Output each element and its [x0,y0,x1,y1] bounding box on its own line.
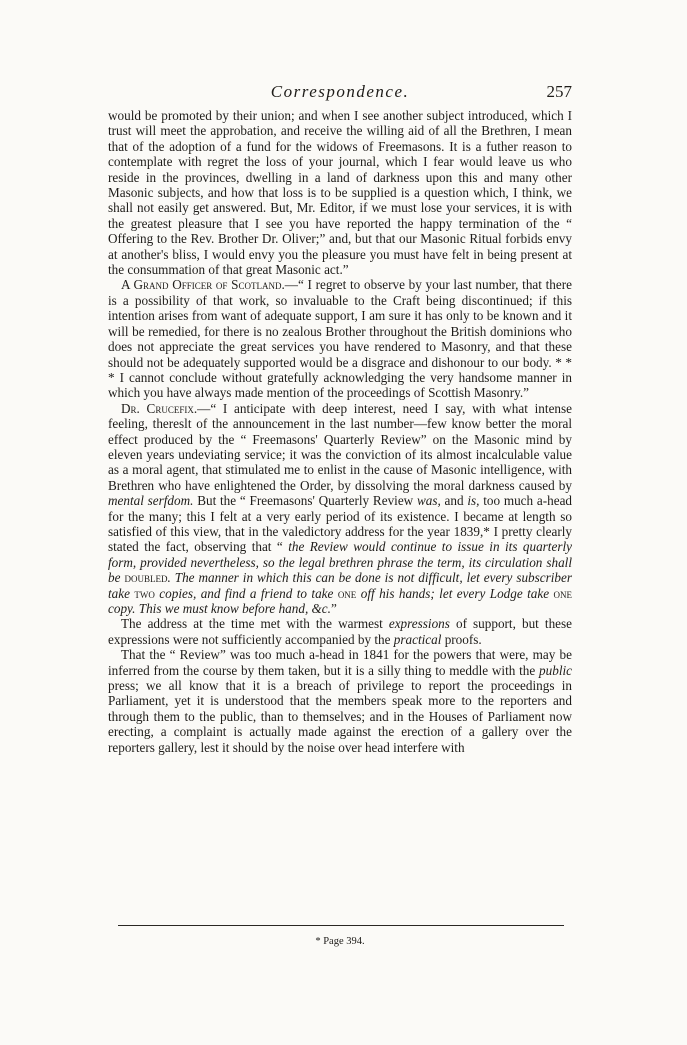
paragraph-text: —“ I regret to observe by your last number, that there is a possibility of that work, so invaluable to the Craft being discontinued; if this intention arises from want of adequate support, I am sure it has only to be known and it will be remedied, for there is no zealous Brother throughout the British dominions who does not appreciate the great services you have rendered to Masonry, and that these should not be adequately supported would be a disgrace and dishonour to our body. * * * I cannot conclude without gratefully acknowledging the very handsome manner in which you have always made mention of the proceedings of Scottish Masonry.” [108,277,572,401]
paragraph-grand-officer [108,277,572,400]
italic-text: public [539,662,572,678]
paragraph-text: press; we all know that it is a breach of privilege to report the proceedings in Parliament, yet it is understood that the members speak more to the reporters and through them to the public, than to themselves; and in the Houses of Parliament now erecting, a complaint is actually made against the erection of a gallery over the reporters gallery, lest it should by the noise over head interfere with [108,678,572,755]
closing-quote: ” [330,601,337,616]
quoted-passage: . The manner in which this can be done is not difficult, let every subscriber take [108,570,572,601]
italic-text: is, [467,493,480,509]
small-caps-word: doubled [124,570,168,586]
paragraph-continued: would be promoted by their union; and when I see another subject introduced, which I trust will meet the approbation, and receive the willing aid of all the Brethren, I mean that of the adoption of a fund for the widows of Freemasons. It is a futher reason to contemplate with regret the loss of your journal, which I fear would leave us who reside in the provinces, dwelling in a land of darkness upon this and many other Masonic subjects, and how that loss is to be supplied is a question which, I think, we shall not easily get answered. But, Mr. Editor, if we must lose your services, it is with the greatest pleasure that I see you have reported the happy termination of the “ Offering to the Rev. Brother Dr. Oliver;” and, but that our Masonic Ritual forbids envy at another's bliss, I would envy you the pleasure you must have felt in being present at the consummation of that great Masonic act.” [108,108,572,278]
italic-text: was, [416,493,441,509]
italic-text: mental serfdom. [108,493,194,509]
paragraph-text: and [440,493,468,509]
small-caps-word: one [337,585,357,601]
footnote-divider [118,925,564,926]
paragraph-review [108,647,572,755]
paragraph-text: proofs. [441,631,482,647]
quoted-passage: copy. This we must know before hand, &c. [108,601,331,616]
italic-text: practical [393,631,442,647]
italic-text: expressions [388,616,450,632]
paragraph-text: The address at the time met with the warmest [121,616,389,632]
paragraph-text: of support, but these expressions were not sufficiently accompanied by the [108,616,573,647]
quoted-passage: copies, and find a friend to take [154,585,338,601]
paragraph-text: But the “ Freemasons' Quarterly Review [193,493,417,509]
page-number: 257 [546,82,572,101]
speaker-name: Dr. Crucefix. [121,400,198,416]
paragraph-text: —“ I anticipate with deep interest, need I say, with what intense feeling, thereslt of the announcement in the last number—few know better the moral effect produced by the “ Freemasons' Quarterly Review” on the Masonic mind by eleven years undeviating service; it was the conviction of its almost incalculable value as a moral agent, that stimulated me to enlist in the cause of Masonic intelligence, with Brethren who have enlightened the Order, by dissolving the moral darkness caused by [108,400,572,493]
running-header [108,82,572,104]
paragraph-address [108,616,572,647]
small-caps-word: two [134,585,155,601]
quoted-passage: off his hands; let every Lodge take [356,585,554,601]
body-text [108,108,572,755]
paragraph-text: too much a-head for the many; this I felt at a very early period of its existence. I became at length so satisfied of this view, that in the valedictory address for the year 1839,* I pretty clearly stated the fact, observing that “ [108,493,573,555]
paragraph-crucefix [108,401,572,617]
small-caps-word: one [553,585,572,601]
footnote: * Page 394. [315,936,365,947]
speaker-name: A Grand Officer of Scotland. [121,277,285,293]
paragraph-text: That the “ Review” was too much a-head in 1841 for the powers that were, may be inferred from the course by them taken, but it is a silly thing to meddle with the [108,647,572,678]
running-title: Correspondence. [270,82,410,101]
quoted-passage: the Review would continue to issue in its quarterly form, provided nevertheless, so the legal brethren phrase the term, its circulation shall be [108,539,572,586]
